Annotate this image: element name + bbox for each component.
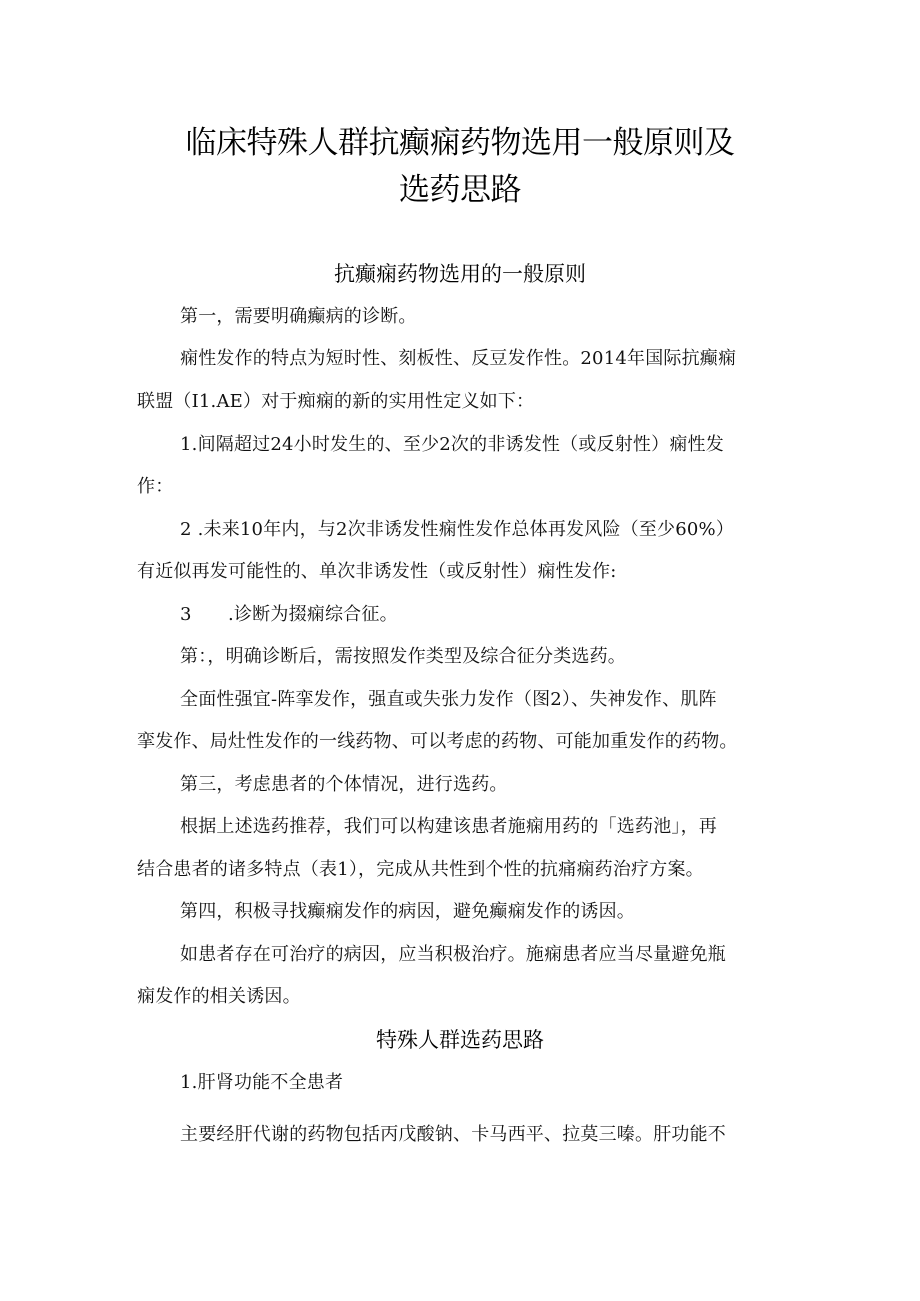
section-heading-general-principles: 抗癫痫药物选用的一般原则 (334, 262, 586, 286)
paragraph-line: 第三，考虑患者的个体情况，进行选药。 (180, 774, 508, 795)
paragraph-line: 痫发作的相关诱因。 (137, 986, 301, 1007)
section-heading-special-populations: 特殊人群选药思路 (376, 1028, 544, 1052)
paragraph-line: 联盟（I1.AE）对于痴痫的新的实用性定义如下： (137, 391, 535, 412)
paragraph-line: 第四，积极寻找癫痫发作的病因，避免癫痫发作的诱因。 (180, 901, 635, 922)
paragraph-line: 第一，需要明确癫病的诊断。 (180, 306, 417, 327)
paragraph-line: 痫性发作的特点为短时性、刻板性、反豆发作性。2014年国际抗癫痫 (180, 348, 737, 369)
paragraph-line: 3 .诊断为掇痫综合征。 (180, 604, 398, 625)
paragraph-line: 2 .未来10年内，与2次非诱发性痫性发作总体再发风险（至少60%） (180, 519, 735, 540)
paragraph-line: 根据上述选药推荐，我们可以构建该患者施痫用药的「选药池」，再 (180, 816, 717, 837)
paragraph-line: 挛发作、局灶性发作的一线药物、可以考虑的药物、可能加重发作的药物。 (137, 731, 738, 752)
paragraph-line: 有近似再发可能性的、单次非诱发性（或反射性）痫性发作: (137, 561, 617, 582)
paragraph-line: 如患者存在可治疗的病因，应当积极治疗。施痫患者应当尽量避免瓶 (180, 944, 726, 965)
paragraph-line: 1.肝肾功能不全患者 (180, 1072, 344, 1093)
paragraph-line: 结合患者的诸多特点（表1），完成从共性到个性的抗痛痫药治疗方案。 (137, 859, 704, 880)
paragraph-line: 1.间隔超过24小时发生的、至少2次的非诱发性（或反射性）痫性发 (180, 434, 724, 455)
paragraph-line: 主要经肝代谢的药物包括丙戊酸钠、卡马西平、拉莫三嗪。肝功能不 (180, 1124, 726, 1145)
paragraph-line: 作： (137, 476, 174, 497)
paragraph-line: 全面性强宜-阵挛发作，强直或失张力发作（图2）、失神发作、肌阵 (180, 689, 717, 710)
paragraph-line: 第：，明确诊断后，需按照发作类型及综合征分类选药。 (180, 646, 626, 667)
document-title-line-2: 选药思路 (399, 172, 521, 208)
document-title-line-1: 临床特殊人群抗癫痫药物选用一般原则及 (185, 125, 735, 161)
